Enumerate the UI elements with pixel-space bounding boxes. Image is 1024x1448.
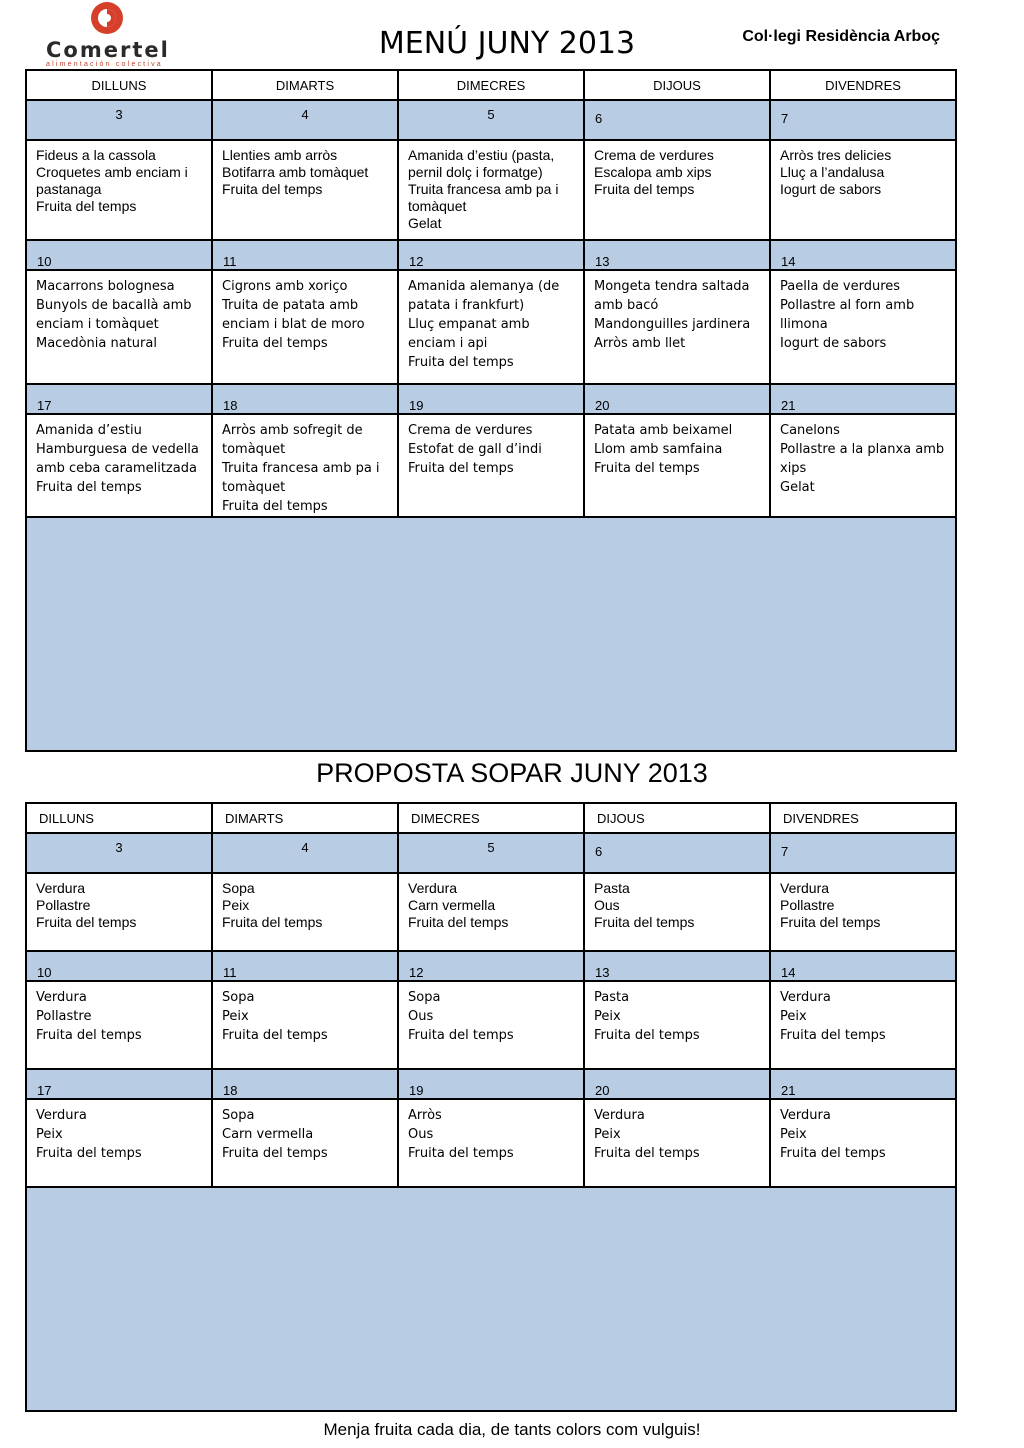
meal-item: Mongeta tendra saltada amb bacó [594,279,750,313]
meal-items [213,271,397,353]
meal-item: Truita francesa amb pa i tomàquet [222,461,380,495]
blank-block [26,1187,956,1411]
meal-item: Verdura [36,1108,87,1123]
meal-items [771,1100,955,1163]
date-cell: 10 [26,240,212,270]
date-cell: 21 [770,384,956,414]
meal-item: Peix [36,1127,63,1142]
meal-row [26,270,956,384]
meal-row [26,1099,956,1187]
day-header: DIJOUS [584,803,770,833]
meal-item: Lluç empanat amb enciam i api [408,317,530,351]
meal-item: Peix [780,1127,807,1142]
meal-item: Patata amb beixamel [594,423,733,438]
meal-cell [26,140,212,240]
meal-item: Fruita del temps [222,1146,328,1161]
meal-item: Amanida d’estiu [36,423,142,438]
meal-row [26,140,956,240]
meal-item: Carn vermella [408,897,496,913]
meal-items [213,141,397,198]
meal-item: Sopa [222,1108,255,1123]
meal-item: Fruita del temps [36,1146,142,1161]
date-cell: 7 [770,833,956,873]
meal-items [771,141,955,198]
sopar-title: PROPOSTA SOPAR JUNY 2013 [316,758,708,788]
meal-item: Iogurt de sabors [780,336,887,351]
meal-item: Fruita del temps [780,1028,886,1043]
date-cell: 4 [212,100,398,140]
meal-item: Verdura [594,1108,645,1123]
meal-item: Truita de patata amb enciam i blat de moro [222,298,365,332]
date-cell: 13 [584,951,770,981]
meal-row [26,873,956,951]
meal-item: Pollastre [36,897,91,913]
date-cell: 6 [584,833,770,873]
meal-items [585,982,769,1045]
meal-items [585,1100,769,1163]
meal-item: Pasta [594,990,630,1005]
meal-items [399,415,583,478]
meal-item: Verdura [36,990,87,1005]
date-row [26,951,956,981]
meal-cell [584,414,770,517]
date-row [26,384,956,414]
meal-item: Escalopa amb xips [594,164,712,180]
meal-items [213,1100,397,1163]
meal-items [27,1100,211,1163]
meal-items [27,271,211,353]
day-header: DIMARTS [212,70,398,100]
date-cell: 17 [26,384,212,414]
school-name: Col·legi Residència Arboç [742,28,940,45]
meal-item: Fruita del temps [594,1028,700,1043]
date-cell: 10 [26,951,212,981]
date-cell: 7 [770,100,956,140]
meal-item: Fruita del temps [408,461,514,476]
meal-items [399,982,583,1045]
meal-item: Fruita del temps [36,480,142,495]
meal-items [27,982,211,1045]
date-cell: 12 [398,951,584,981]
meal-item: Peix [594,1009,621,1024]
meal-items [399,1100,583,1163]
menu-title: MENÚ JUNY 2013 [378,26,636,61]
meal-item: Verdura [36,880,86,896]
meal-items [771,415,955,497]
day-header-row [26,70,956,100]
meal-item: Fruita del temps [594,914,695,930]
day-header-row [26,803,956,833]
meal-item: Bunyols de bacallà amb enciam i tomàquet [36,298,192,332]
meal-item: Fruita del temps [222,181,323,197]
meal-item: Sopa [222,880,255,896]
meal-cell [212,1099,398,1187]
date-row [26,1069,956,1099]
meal-items [213,874,397,931]
meal-item: Gelat [408,215,442,231]
date-cell: 12 [398,240,584,270]
meal-item: Fruita del temps [222,336,328,351]
meal-item: Mandonguilles jardinera [594,317,751,332]
meal-items [399,874,583,931]
logo-name: Comertel [46,38,170,62]
meal-item: Iogurt de sabors [780,181,882,197]
meal-items [585,874,769,931]
meal-cell [584,981,770,1069]
meal-cell [398,1099,584,1187]
meal-items [213,982,397,1045]
meal-cell [26,981,212,1069]
meal-item: Macedònia natural [36,336,157,351]
meal-item: Pasta [594,880,630,896]
meal-item: Fruita del temps [780,914,881,930]
date-cell: 14 [770,951,956,981]
meal-items [27,874,211,931]
date-cell: 20 [584,1069,770,1099]
date-cell: 11 [212,240,398,270]
meal-item: Fruita del temps [222,1028,328,1043]
meal-item: Paella de verdures [780,279,901,294]
meal-item: Pollastre [780,897,835,913]
meal-item: Canelons [780,423,840,438]
meal-row [26,981,956,1069]
day-header: DIVENDRES [770,803,956,833]
meal-cell [26,414,212,517]
blank-block-row [26,1187,956,1411]
meal-items [27,415,211,497]
meal-item: Ous [408,1009,434,1024]
meal-item: Estofat de gall d’indi [408,442,542,457]
meal-item: Verdura [408,880,458,896]
meal-item: Croquetes amb enciam i pastanaga [36,164,188,197]
meal-item: Llenties amb arròs [222,147,338,163]
meal-item: Hamburguesa de vedella amb ceba caramelitzada [36,442,199,476]
meal-item: Truita francesa amb pa i tomàquet [408,181,559,214]
date-cell: 18 [212,1069,398,1099]
meal-cell [398,414,584,517]
meal-item: Fideus a la cassola [36,147,156,163]
date-cell: 18 [212,384,398,414]
meal-cell [212,873,398,951]
date-row [26,240,956,270]
date-row [26,100,956,140]
meal-item: Arròs tres delicies [780,147,892,163]
meal-item: Fruita del temps [780,1146,886,1161]
menu-table [25,69,957,752]
date-cell: 20 [584,384,770,414]
meal-cell [770,414,956,517]
meal-cell [770,981,956,1069]
date-cell: 6 [584,100,770,140]
meal-item: Pollastre al forn amb llimona [780,298,915,332]
meal-item: Carn vermella [222,1127,314,1142]
meal-items [771,271,955,353]
meal-item: Fruita del temps [222,499,328,514]
meal-cell [212,270,398,384]
day-header: DIMECRES [398,70,584,100]
meal-item: Macarrons bolognesa [36,279,175,294]
meal-cell [398,873,584,951]
meal-item: Ous [594,897,620,913]
meal-cell [770,270,956,384]
logo-tagline: alimentación colectiva [46,61,163,68]
day-header: DIVENDRES [770,70,956,100]
meal-item: Fruita del temps [408,1028,514,1043]
meal-items [585,415,769,478]
meal-cell [212,414,398,517]
meal-item: Fruita del temps [222,914,323,930]
meal-items [771,982,955,1045]
meal-item: Verdura [780,1108,831,1123]
meal-item: Cigrons amb xoriço [222,279,348,294]
meal-row [26,414,956,517]
meal-item: Crema de verdures [408,423,533,438]
footer-slogan: Menja fruita cada dia, de tants colors com vulguis! [323,1420,701,1439]
sopar-table [25,802,957,1412]
meal-cell [212,140,398,240]
meal-items [399,271,583,372]
date-row [26,833,956,873]
date-cell: 11 [212,951,398,981]
meal-item: Pollastre a la planxa amb xips [780,442,945,476]
meal-item: Verdura [780,880,830,896]
meal-items [27,141,211,215]
blank-block-row [26,517,956,751]
meal-cell [584,270,770,384]
meal-item: Sopa [222,990,255,1005]
meal-item: Fruita del temps [594,461,700,476]
meal-item: Llom amb samfaina [594,442,723,457]
meal-item: Fruita del temps [36,198,137,214]
meal-cell [584,140,770,240]
meal-items [585,271,769,353]
meal-cell [584,873,770,951]
meal-item: Arròs [408,1108,442,1123]
meal-item: Fruita del temps [408,914,509,930]
date-cell: 17 [26,1069,212,1099]
date-cell: 19 [398,1069,584,1099]
meal-items [771,874,955,931]
meal-item: Peix [594,1127,621,1142]
meal-item: Ous [408,1127,434,1142]
meal-item: Fruita del temps [594,1146,700,1161]
day-header: DIMECRES [398,803,584,833]
meal-cell [770,1099,956,1187]
meal-item: Sopa [408,990,441,1005]
meal-item: Fruita del temps [408,1146,514,1161]
day-header: DILLUNS [26,803,212,833]
blank-block [26,517,956,751]
meal-cell [398,140,584,240]
date-cell: 5 [398,833,584,873]
meal-cell [770,873,956,951]
day-header: DIMARTS [212,803,398,833]
date-cell: 5 [398,100,584,140]
date-cell: 13 [584,240,770,270]
meal-item: Peix [780,1009,807,1024]
meal-item: Arròs amb sofregit de tomàquet [222,423,363,457]
date-cell: 3 [26,833,212,873]
meal-item: Peix [222,1009,249,1024]
meal-item: Amanida alemanya (de patata i frankfurt) [408,279,560,313]
date-cell: 4 [212,833,398,873]
meal-cell [770,140,956,240]
meal-cell [584,1099,770,1187]
meal-items [399,141,583,232]
meal-cell [26,873,212,951]
meal-items [213,415,397,516]
meal-item: Lluç a l’andalusa [780,164,885,180]
meal-item: Fruita del temps [594,181,695,197]
meal-cell [212,981,398,1069]
date-cell: 19 [398,384,584,414]
meal-item: Arròs amb llet [594,336,686,351]
meal-item: Fruita del temps [36,914,137,930]
meal-items [585,141,769,198]
meal-item: Fruita del temps [36,1028,142,1043]
meal-cell [398,270,584,384]
meal-item: Pollastre [36,1009,92,1024]
date-cell: 21 [770,1069,956,1099]
meal-item: Verdura [780,990,831,1005]
day-header: DIJOUS [584,70,770,100]
day-header: DILLUNS [26,70,212,100]
meal-item: Peix [222,897,250,913]
date-cell: 3 [26,100,212,140]
meal-cell [26,270,212,384]
meal-cell [26,1099,212,1187]
meal-item: Crema de verdures [594,147,714,163]
meal-item: Botifarra amb tomàquet [222,164,369,180]
meal-cell [398,981,584,1069]
meal-item: Amanida d’estiu (pasta, pernil dolç i formatge) [408,147,555,180]
meal-item: Gelat [780,480,815,495]
meal-item: Fruita del temps [408,355,514,370]
date-cell: 14 [770,240,956,270]
